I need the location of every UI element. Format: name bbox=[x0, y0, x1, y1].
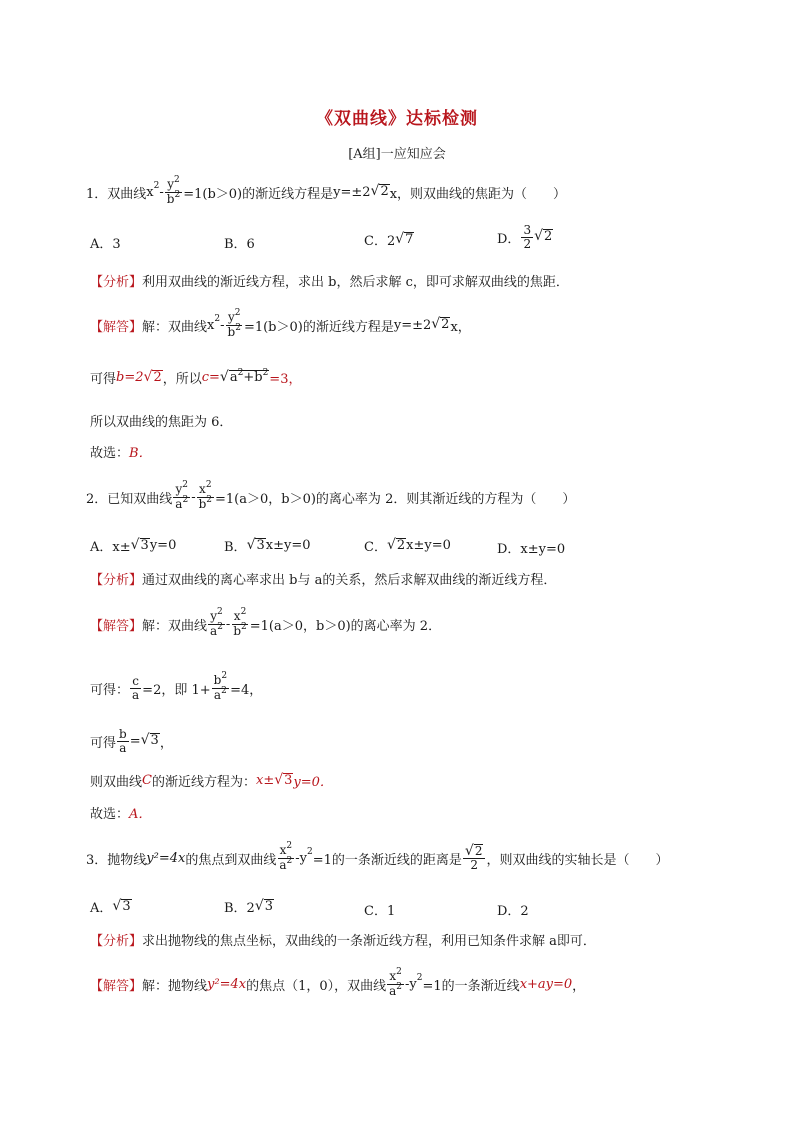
q2-stem: 2． 已知双曲线 $\frac{y^2}{a^2}$ - $\frac{x^2}{b^2}$ =1(a＞0，b＞0)的离心率为 2．则其渐近线的方程为（ ） bbox=[86, 480, 576, 511]
q1-stem: 1． 双曲线 x 2 - $\frac{y^2}{b^2}$ =1(b＞0)的渐近线方程是 y=±2 √ 2 x，则双曲线的焦距为（ ） bbox=[86, 175, 567, 206]
q3-stem: 3． 抛物线 y²=4x 的焦点到双曲线 $\frac{x^2}{a^2}$ -y 2 =1的一条渐近线的距离是 √ 2 2 ，则双曲线的实轴长是（ ） bbox=[86, 841, 669, 873]
q1-option-a[interactable]: A．3 bbox=[90, 237, 121, 252]
q3-option-c[interactable]: C．1 bbox=[364, 904, 396, 919]
q1-option-d[interactable]: D． $\frac{3}{2}$ √ 2 bbox=[497, 223, 553, 251]
q2-step3: 则双曲线 C 的渐近线方程为： x± √ 3 y=0． bbox=[90, 771, 333, 790]
q1-option-c[interactable]: C．2 √ 7 bbox=[364, 230, 414, 249]
q2-option-b[interactable]: B． √ 3 x±y=0 bbox=[224, 536, 311, 555]
q3-option-a[interactable]: A． √ 3 bbox=[90, 897, 131, 916]
q1-step1: 可得 b=2 √ 2 ，所以 c= √ $a^2+b^2$ =3， bbox=[90, 367, 302, 387]
section-subtitle: [A组]一应知应会 bbox=[348, 147, 446, 162]
q1-option-b[interactable]: B．6 bbox=[224, 237, 255, 252]
q2-option-c[interactable]: C． √ 2 x±y=0 bbox=[364, 536, 451, 555]
page-title: 《双曲线》达标检测 bbox=[316, 109, 478, 129]
q2-answer: 故选： A． bbox=[90, 807, 152, 822]
q2-option-a[interactable]: A．x± √ 3 y=0 bbox=[90, 536, 177, 555]
q3-option-d[interactable]: D．2 bbox=[497, 904, 529, 919]
q3-analysis: 【分析】 求出抛物线的焦点坐标，双曲线的一条渐近线方程，利用已知条件求解 a即可． bbox=[90, 934, 596, 949]
q1-fraction: $\frac{y^2}{b^2}$ bbox=[166, 175, 181, 206]
sqrt-symbol: √ 2 bbox=[370, 183, 389, 200]
q3-solution: 【解答】 解：抛物线 y²=4x 的焦点（1，0），双曲线 $\frac{x^2}{a^2}$ -y 2 =1的一条渐近线 x+ay=0 ， bbox=[90, 967, 586, 998]
q1-solution: 【解答】 解：双曲线 x 2 - $\frac{y^2}{b^2}$ =1(b＞0)的渐近线方程是 y=±2 √ 2 x， bbox=[90, 308, 471, 339]
q3-option-b[interactable]: B．2 √ 3 bbox=[224, 897, 274, 916]
solution-tag: 【解答】 bbox=[90, 319, 143, 335]
q2-solution: 【解答】 解：双曲线 $\frac{y^2}{a^2}$ - $\frac{x^2}{b^2}$ =1(a＞0，b＞0)的离心率为 2． bbox=[90, 607, 442, 638]
q1-answer: 故选： B． bbox=[90, 446, 152, 461]
q2-step2: 可得 $\frac{b}{a}$ = √ 3 ， bbox=[90, 726, 173, 755]
q2-option-d[interactable]: D．x±y=0 bbox=[497, 542, 566, 557]
q2-analysis: 【分析】 通过双曲线的离心率求出 b与 a的关系，然后求解双曲线的渐近线方程． bbox=[90, 573, 557, 588]
q2-step1: 可得： $\frac{c}{a}$ =2，即 1+ $\frac{b^2}{a^2}$ =4， bbox=[90, 671, 263, 702]
q1-analysis: 【分析】 利用双曲线的渐近线方程，求出 b，然后求解 c，即可求解双曲线的焦距． bbox=[90, 271, 569, 290]
q1-step2: 所以双曲线的焦距为 6． bbox=[90, 415, 233, 430]
analysis-tag: 【分析】 bbox=[90, 275, 143, 290]
